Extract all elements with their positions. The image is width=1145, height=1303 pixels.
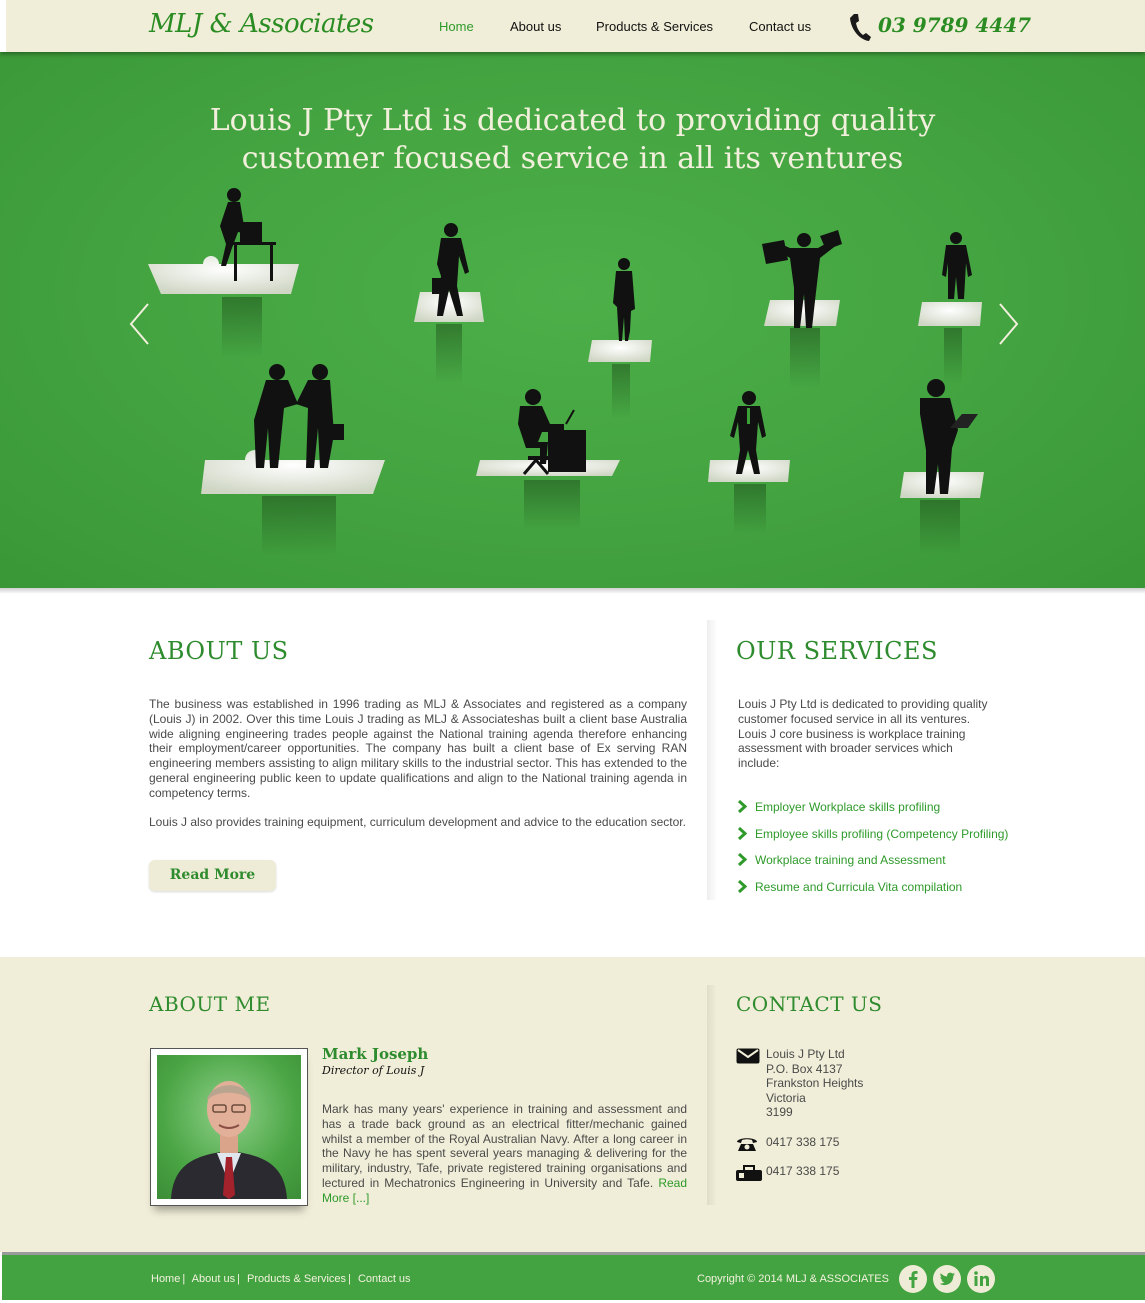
phone-icon — [848, 12, 872, 42]
service-label: Employer Workplace skills profiling — [755, 800, 941, 814]
nav-contact-us[interactable]: Contact us — [749, 19, 812, 34]
person-role: Director of Louis J — [322, 1064, 425, 1077]
list-item[interactable] — [737, 826, 1008, 853]
service-label: Employee skills profiling (Competency Profiling) — [755, 826, 1009, 841]
contact-heading: CONTACT US — [736, 992, 883, 1016]
footer-separator: | — [182, 1273, 186, 1285]
chevron-right-icon[interactable] — [996, 302, 1020, 346]
avatar — [157, 1055, 301, 1199]
divider — [707, 985, 717, 1205]
list-item[interactable] — [737, 852, 1008, 879]
nav-products-services[interactable]: Products & Services — [596, 19, 714, 34]
about-us-paragraph-2: Louis J also provides training equipment, curriculum development and advice to the education sector. — [149, 815, 686, 829]
person-name: Mark Joseph — [322, 1045, 429, 1063]
nav-about-us[interactable]: About us — [510, 19, 562, 34]
bio-read-more-link[interactable]: Read More [...] — [322, 1175, 687, 1205]
footer-link-contact-us[interactable]: Contact us — [357, 1273, 411, 1285]
address-line: Frankston Heights — [766, 1076, 864, 1091]
services-intro: Louis J Pty Ltd is dedicated to providing quality customer focused service in all its ventures. Louis J core business is workplace training assessment with broader services which include: — [738, 697, 988, 771]
telephone-icon — [736, 1136, 758, 1152]
header-phone-number[interactable]: 03 9789 4447 — [878, 13, 1032, 37]
portrait-illustration — [157, 1055, 301, 1199]
address-line: Louis J Pty Ltd — [766, 1047, 845, 1061]
envelope-icon — [736, 1048, 760, 1064]
about-us-heading: ABOUT US — [149, 637, 289, 665]
hero-title-line-2: customer focused service in all its ventures — [241, 141, 904, 176]
footer-link-about-us[interactable]: About us — [191, 1273, 236, 1285]
chevron-right-icon — [737, 853, 748, 866]
footer-separator: | — [237, 1273, 240, 1285]
services-heading: OUR SERVICES — [736, 637, 938, 665]
footer-nav — [151, 1273, 411, 1285]
footer-link-home[interactable]: Home — [151, 1273, 181, 1285]
hero-title-line-1: Louis J Pty Ltd is dedicated to providing quality — [209, 103, 936, 138]
address-line: Victoria — [766, 1090, 806, 1105]
chevron-right-icon — [737, 800, 748, 813]
address-line: 3199 — [766, 1105, 793, 1120]
footer — [0, 1252, 1145, 1300]
hero-slider — [0, 52, 1145, 588]
chevron-left-icon[interactable] — [128, 302, 152, 346]
person-bio — [322, 1102, 687, 1206]
footer-separator: | — [348, 1273, 351, 1285]
footer-link-products-services[interactable]: Products & Services — [247, 1273, 347, 1285]
list-item[interactable] — [737, 799, 1008, 826]
hero-title — [0, 102, 1145, 178]
address-line: P.O. Box 4137 — [766, 1061, 843, 1076]
service-label: Resume and Curricula Vita compilation — [755, 879, 963, 894]
nav-home[interactable]: Home — [439, 19, 474, 34]
divider — [707, 620, 717, 900]
facebook-icon[interactable] — [899, 1265, 927, 1293]
phone-number[interactable]: 0417 338 175 — [766, 1135, 840, 1149]
fax-icon — [736, 1165, 762, 1181]
services-list — [737, 799, 1008, 905]
fax-number[interactable]: 0417 338 175 — [766, 1164, 840, 1178]
service-label: Workplace training and Assessment — [755, 853, 946, 867]
linkedin-icon[interactable] — [967, 1265, 995, 1293]
about-us-paragraph-1: The business was established in 1996 trading as MLJ & Associates and registered as a company (Louis J) in 2002. Over this time Louis J trading as MLJ & Associateshas built a client base Australia wide aligning engineering trades people against the National training agenda therefore enhancing their employment/career opportunities. The company has built a client base of Ex serving RAN engineering members assisting to align military skills to the industrial sector. This has extended to the general engineering public keen to update qualifications and align to the National training agenda in competency terms. — [149, 697, 687, 800]
chevron-right-icon — [737, 827, 748, 840]
hero-shadow — [0, 588, 1145, 594]
logo[interactable]: MLJ & Associates — [149, 9, 374, 39]
copyright: Copyright © 2014 MLJ & ASSOCIATES — [697, 1273, 889, 1285]
read-more-button[interactable]: Read More — [149, 860, 276, 891]
twitter-icon[interactable] — [933, 1265, 961, 1293]
list-item[interactable] — [737, 879, 1008, 906]
bio-text: Mark has many years' experience in training and assessment and has a trade back ground as an electrical fitter/mechanic gained whilst a member of the Royal Australian Navy. After a long career in the Navy he has spent several years managing & delivering for the military, industry, Tafe, private registered training organisations and lectured in Mechatronics Engineering in University and Tafe. — [322, 1102, 687, 1190]
chevron-right-icon — [737, 880, 748, 893]
address-block — [766, 1047, 863, 1120]
profile-photo-frame — [150, 1048, 308, 1206]
about-me-heading: ABOUT ME — [149, 992, 271, 1016]
header — [0, 0, 1145, 52]
